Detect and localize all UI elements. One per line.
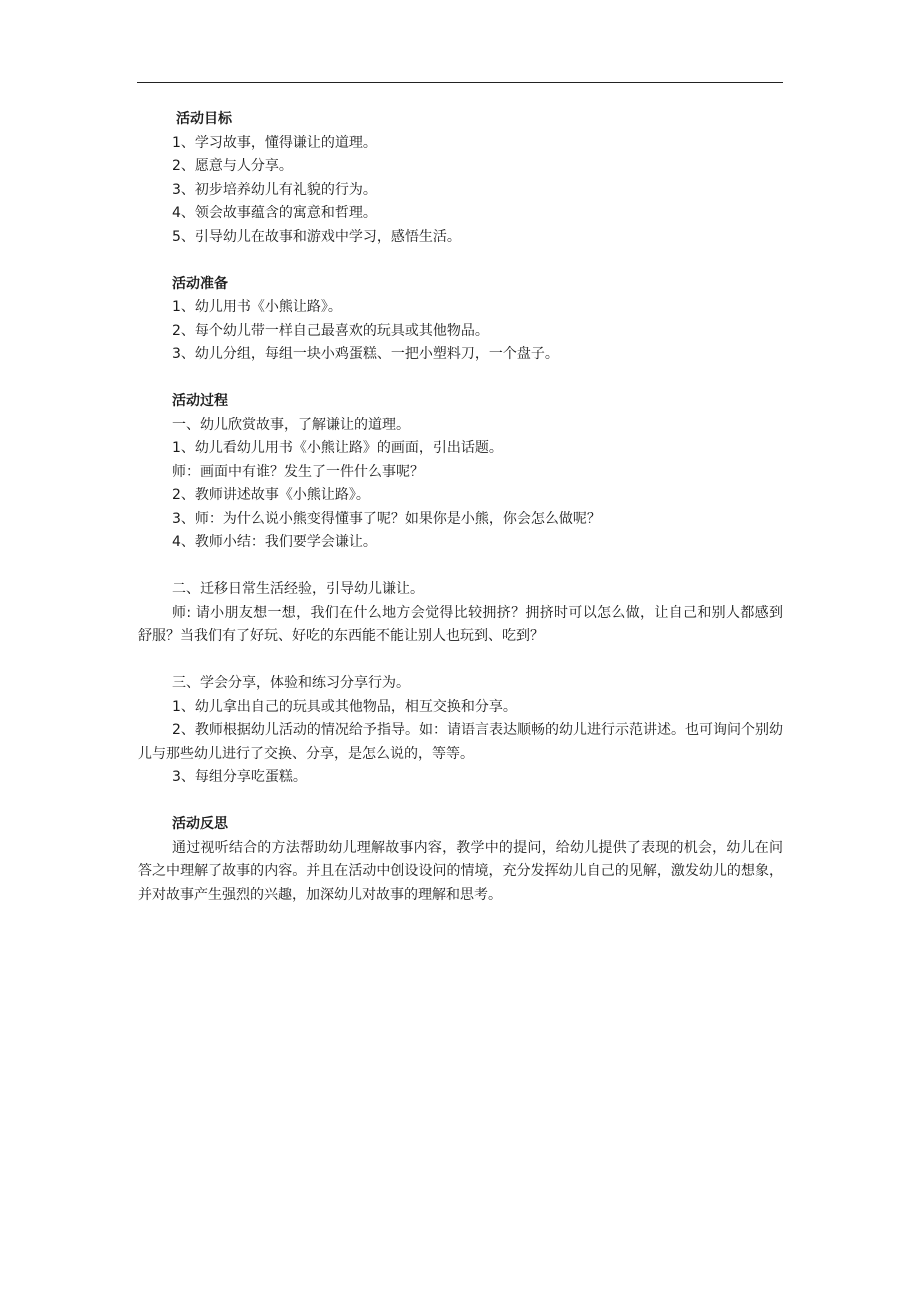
process-item: 1、幼儿看幼儿用书《小熊让路》的画面，引出话题。 [172,440,503,456]
process-item: 2、教师讲述故事《小熊让路》。 [172,487,370,503]
prep-item: 2、每个幼儿带一样自己最喜欢的玩具或其他物品。 [172,322,489,339]
process-part1-title: 一、幼儿欣赏故事，了解谦让的道理。 [172,416,410,433]
reflection-paragraph: 通过视听结合的方法帮助幼儿理解故事内容，教学中的提问，给幼儿提供了表现的机会，幼儿在问答之中理解了故事的内容。并且在活动中创设设问的情境，充分发挥幼儿自己的见解，激发幼儿的想象，并对故事产生强烈的兴趣，加深幼儿对故事的理解和思考。 [138,839,783,903]
process-part2-title: 二、迁移日常生活经验，引导幼儿谦让。 [172,581,424,597]
prep-item: 3、幼儿分组，每组一块小鸡蛋糕、一把小塑料刀，一个盘子。 [172,346,559,362]
process-part3-title: 三、学会分享，体验和练习分享行为。 [172,675,410,691]
process-part3-item: 1、幼儿拿出自己的玩具或其他物品，相互交换和分享。 [172,698,517,715]
spacer [138,555,783,579]
document-body [138,108,783,907]
process-part3-item: 3、每组分享吃蛋糕。 [172,769,307,785]
prep-item: 1、幼儿用书《小熊让路》。 [172,299,342,315]
process-item: 3、师：为什么说小熊变得懂事了呢？如果你是小熊，你会怎么做呢？ [172,510,601,527]
section-title-prep: 活动准备 [172,275,228,292]
spacer [138,790,783,814]
spacer [138,249,783,273]
goal-item: 2、愿意与人分享。 [172,158,293,174]
section-title-reflection: 活动反思 [172,816,228,832]
process-part2-paragraph: 师: 请小朋友想一想，我们在什么地方会觉得比较拥挤？拥挤时可以怎么做，让自己和别人都感到舒服？当我们有了好玩、好吃的东西能不能让别人也玩到、吃到？ [138,604,783,644]
goal-item: 4、领会故事蕴含的寓意和哲理。 [172,205,377,221]
header-rule [137,82,783,83]
process-part3-item: 2、教师根据幼儿活动的情况给予指导。如：请语言表达顺畅的幼儿进行示范讲述。也可询问个别幼儿与那些幼儿进行了交换、分享，是怎么说的，等等。 [138,722,783,762]
goal-item: 3、初步培养幼儿有礼貌的行为。 [172,181,377,198]
goal-item: 1、学习故事，懂得谦让的道理。 [172,134,377,151]
section-title-goals: 活动目标 [176,111,232,127]
process-item: 师：画面中有谁？发生了一件什么事呢？ [172,463,424,480]
goal-item: 5、引导幼儿在故事和游戏中学习，感悟生活。 [172,228,461,245]
process-item: 4、教师小结：我们要学会谦让。 [172,534,377,550]
section-title-process: 活动过程 [172,393,228,409]
spacer [138,367,783,391]
spacer [138,649,783,673]
